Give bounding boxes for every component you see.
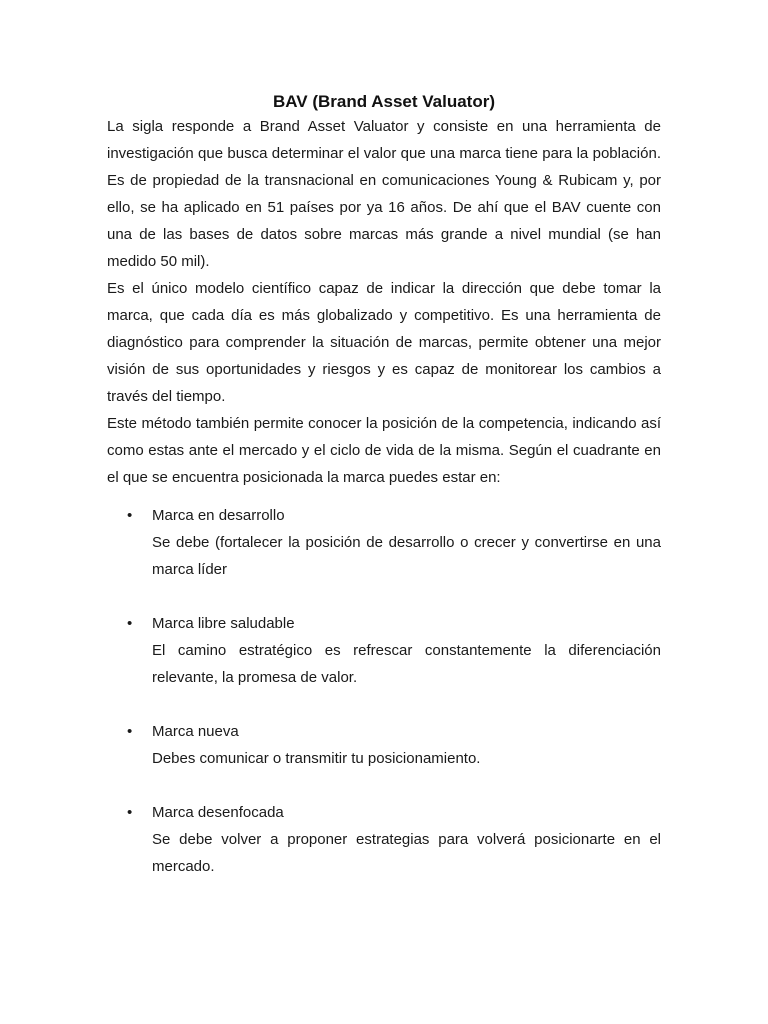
list-item-description: Debes comunicar o transmitir tu posicionamiento. xyxy=(152,750,481,767)
bullet-icon: • xyxy=(127,615,133,632)
paragraph-model: Es el único modelo científico capaz de indicar la dirección que debe tomar la marca, que cada día es más globalizado y competitivo. Es una herramienta de diagnóstico para comprender la situación de marcas, permite obtener una mejor visión de sus oportunidades y riesgos y es capaz de monitorear los cambios a través del tiempo. xyxy=(107,280,661,405)
list-item xyxy=(107,502,661,583)
brand-quadrant-list xyxy=(107,502,661,880)
document-title: BAV (Brand Asset Valuator) xyxy=(273,92,495,111)
paragraph-intro: La sigla responde a Brand Asset Valuator y consiste en una herramienta de investigación que busca determinar el valor que una marca tiene para la población. Es de propiedad de la transnacional en comunicaciones Young & Rubicam y, por ello, se ha aplicado en 51 países por ya 16 años. De ahí que el BAV cuente con una de las bases de datos sobre marcas más grande a nivel mundial (se han medido 50 mil). xyxy=(107,118,661,270)
bullet-icon: • xyxy=(127,507,133,524)
list-item-title: Marca nueva xyxy=(152,723,239,740)
list-item-description: Se debe volver a proponer estrategias para volverá posicionarte en el mercado. xyxy=(152,831,661,875)
list-item-description: El camino estratégico es refrescar constantemente la diferenciación relevante, la promesa de valor. xyxy=(152,642,661,686)
list-item-title: Marca en desarrollo xyxy=(152,507,285,524)
list-item xyxy=(107,718,661,772)
bullet-icon: • xyxy=(127,804,133,821)
list-item-title: Marca desenfocada xyxy=(152,804,284,821)
bullet-icon: • xyxy=(127,723,133,740)
document-page xyxy=(107,0,661,907)
list-item-title: Marca libre saludable xyxy=(152,615,295,632)
list-item-description: Se debe (fortalecer la posición de desarrollo o crecer y convertirse en una marca líder xyxy=(152,534,661,578)
list-item xyxy=(107,799,661,880)
paragraph-method: Este método también permite conocer la posición de la competencia, indicando así como estas ante el mercado y el ciclo de vida de la misma. Según el cuadrante en el que se encuentra posicionada la marca puedes estar en: xyxy=(107,415,661,486)
list-item xyxy=(107,610,661,691)
